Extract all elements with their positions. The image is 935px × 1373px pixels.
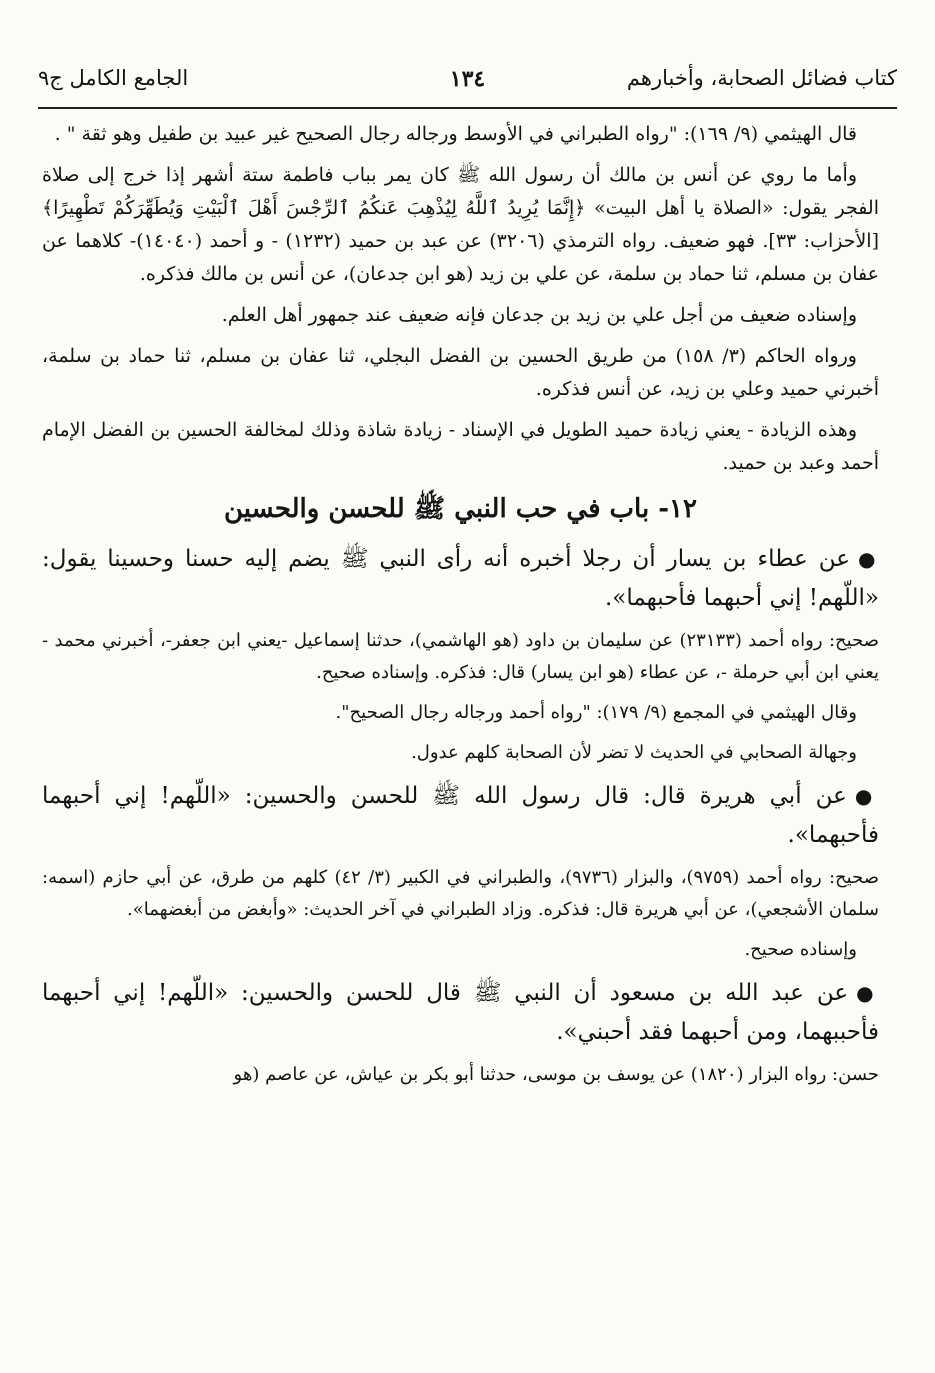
- paragraph: قال الهيثمي (٩/ ١٦٩): "رواه الطبراني في الأوسط ورجاله رجال الصحيح غير عبيد بن طفيل وهو ثقة " .: [54, 123, 857, 145]
- paragraph: ورواه الحاكم (٣/ ١٥٨) من طريق الحسين بن الفضل البجلي، ثنا عفان بن مسلم، ثنا حماد بن سلمة، أخبرني حميد وعلي بن زيد، عن أنس فذكره.: [42, 345, 879, 400]
- volume-title: الجامع الكامل ج٩: [38, 66, 189, 90]
- hadith-text: [42, 974, 879, 1052]
- hadith-1-text: عن عطاء بن يسار أن رجلا أخبره أنه رأى النبي ﷺ يضم إليه حسنا وحسينا يقول: «اللّهم! إني أحبهما فأحبهما».: [42, 546, 879, 611]
- page-body: [42, 118, 879, 1099]
- bullet-icon: ●: [857, 547, 879, 571]
- paragraph: وهذه الزيادة - يعني زيادة حميد الطويل في الإسناد - زيادة شاذة وذلك لمخالفة الحسين بن الفضل الإمام أحمد وعبد بن حميد.: [42, 419, 879, 474]
- hadith-3-text: عن عبد الله بن مسعود أن النبي ﷺ قال للحسن والحسين: «اللّهم! إني أحبهما فأحببهما، ومن أحبهما فقد أحبني».: [42, 980, 879, 1045]
- header-divider: [38, 107, 897, 109]
- paragraph: وإسناده ضعيف من أجل علي بن زيد بن جدعان فإنه ضعيف عند جمهور أهل العلم.: [221, 304, 857, 326]
- bullet-icon: ●: [856, 981, 879, 1005]
- hadith-text: [42, 777, 879, 855]
- hadith-note: صحيح: رواه أحمد (٩٧٥٩)، والبزار (٩٧٣٦)، والطبراني في الكبير (٣/ ٤٢) كلهم من طرق، عن أبي حازم (اسمه: سلمان الأشجعي)، عن أبي هريرة قال: فذكره. وزاد الطبراني في آخر الحديث: «وأبغض من أبغضهما».: [42, 867, 879, 920]
- running-title: كتاب فضائل الصحابة، وأخبارهم: [626, 66, 897, 90]
- hadith-note: وجهالة الصحابي في الحديث لا تضر لأن الصحابة كلهم عدول.: [411, 742, 857, 763]
- hadith-note: صحيح: رواه أحمد (٢٣١٣٣) عن سليمان بن داود (هو الهاشمي)، حدثنا إسماعيل -يعني ابن جعفر-، أخبرني محمد - يعني ابن أبي حرملة -، عن عطاء (هو ابن يسار) قال: فذكره. وإسناده صحيح.: [42, 630, 879, 683]
- hadith-note: وقال الهيثمي في المجمع (٩/ ١٧٩): "رواه أحمد ورجاله رجال الصحيح".: [335, 702, 857, 723]
- hadith-note: وإسناده صحيح.: [744, 939, 857, 960]
- paragraph: وأما ما روي عن أنس بن مالك أن رسول الله ﷺ كان يمر بباب فاطمة ستة أشهر إذا خرج إلى صلاة الفجر يقول: «الصلاة يا أهل البيت» ﴿إِنَّمَا يُرِيدُ ٱللَّهُ لِيُذْهِبَ عَنكُمُ ٱلرِّجْسَ أَهْلَ ٱلْبَيْتِ وَيُطَهِّرَكُمْ تَطْهِيرًا﴾ [الأحزاب: ٣٣]. فهو ضعيف. رواه الترمذي (٣٢٠٦) عن عبد بن حميد (١٢٣٢) - و أحمد (١٤٠٤٠)- كلاهما عن عفان بن مسلم، ثنا حماد بن سلمة، عن علي بن زيد (هو ابن جدعان)، عن أنس بن مالك فذكره.: [42, 164, 879, 285]
- section-heading: ١٢- باب في حب النبي ﷺ للحسن والحسين: [224, 494, 697, 524]
- hadith-2-text: عن أبي هريرة قال: قال رسول الله ﷺ للحسن والحسين: «اللّهم! إني أحبهما فأحبهما».: [42, 783, 879, 848]
- page-header: [38, 66, 897, 106]
- page-number: ١٣٤: [449, 66, 486, 92]
- hadith-note: حسن: رواه البزار (١٨٢٠) عن يوسف بن موسى، حدثنا أبو بكر بن عياش، عن عاصم (هو: [233, 1064, 879, 1085]
- hadith-text: [42, 540, 879, 618]
- bullet-icon: ●: [854, 784, 879, 808]
